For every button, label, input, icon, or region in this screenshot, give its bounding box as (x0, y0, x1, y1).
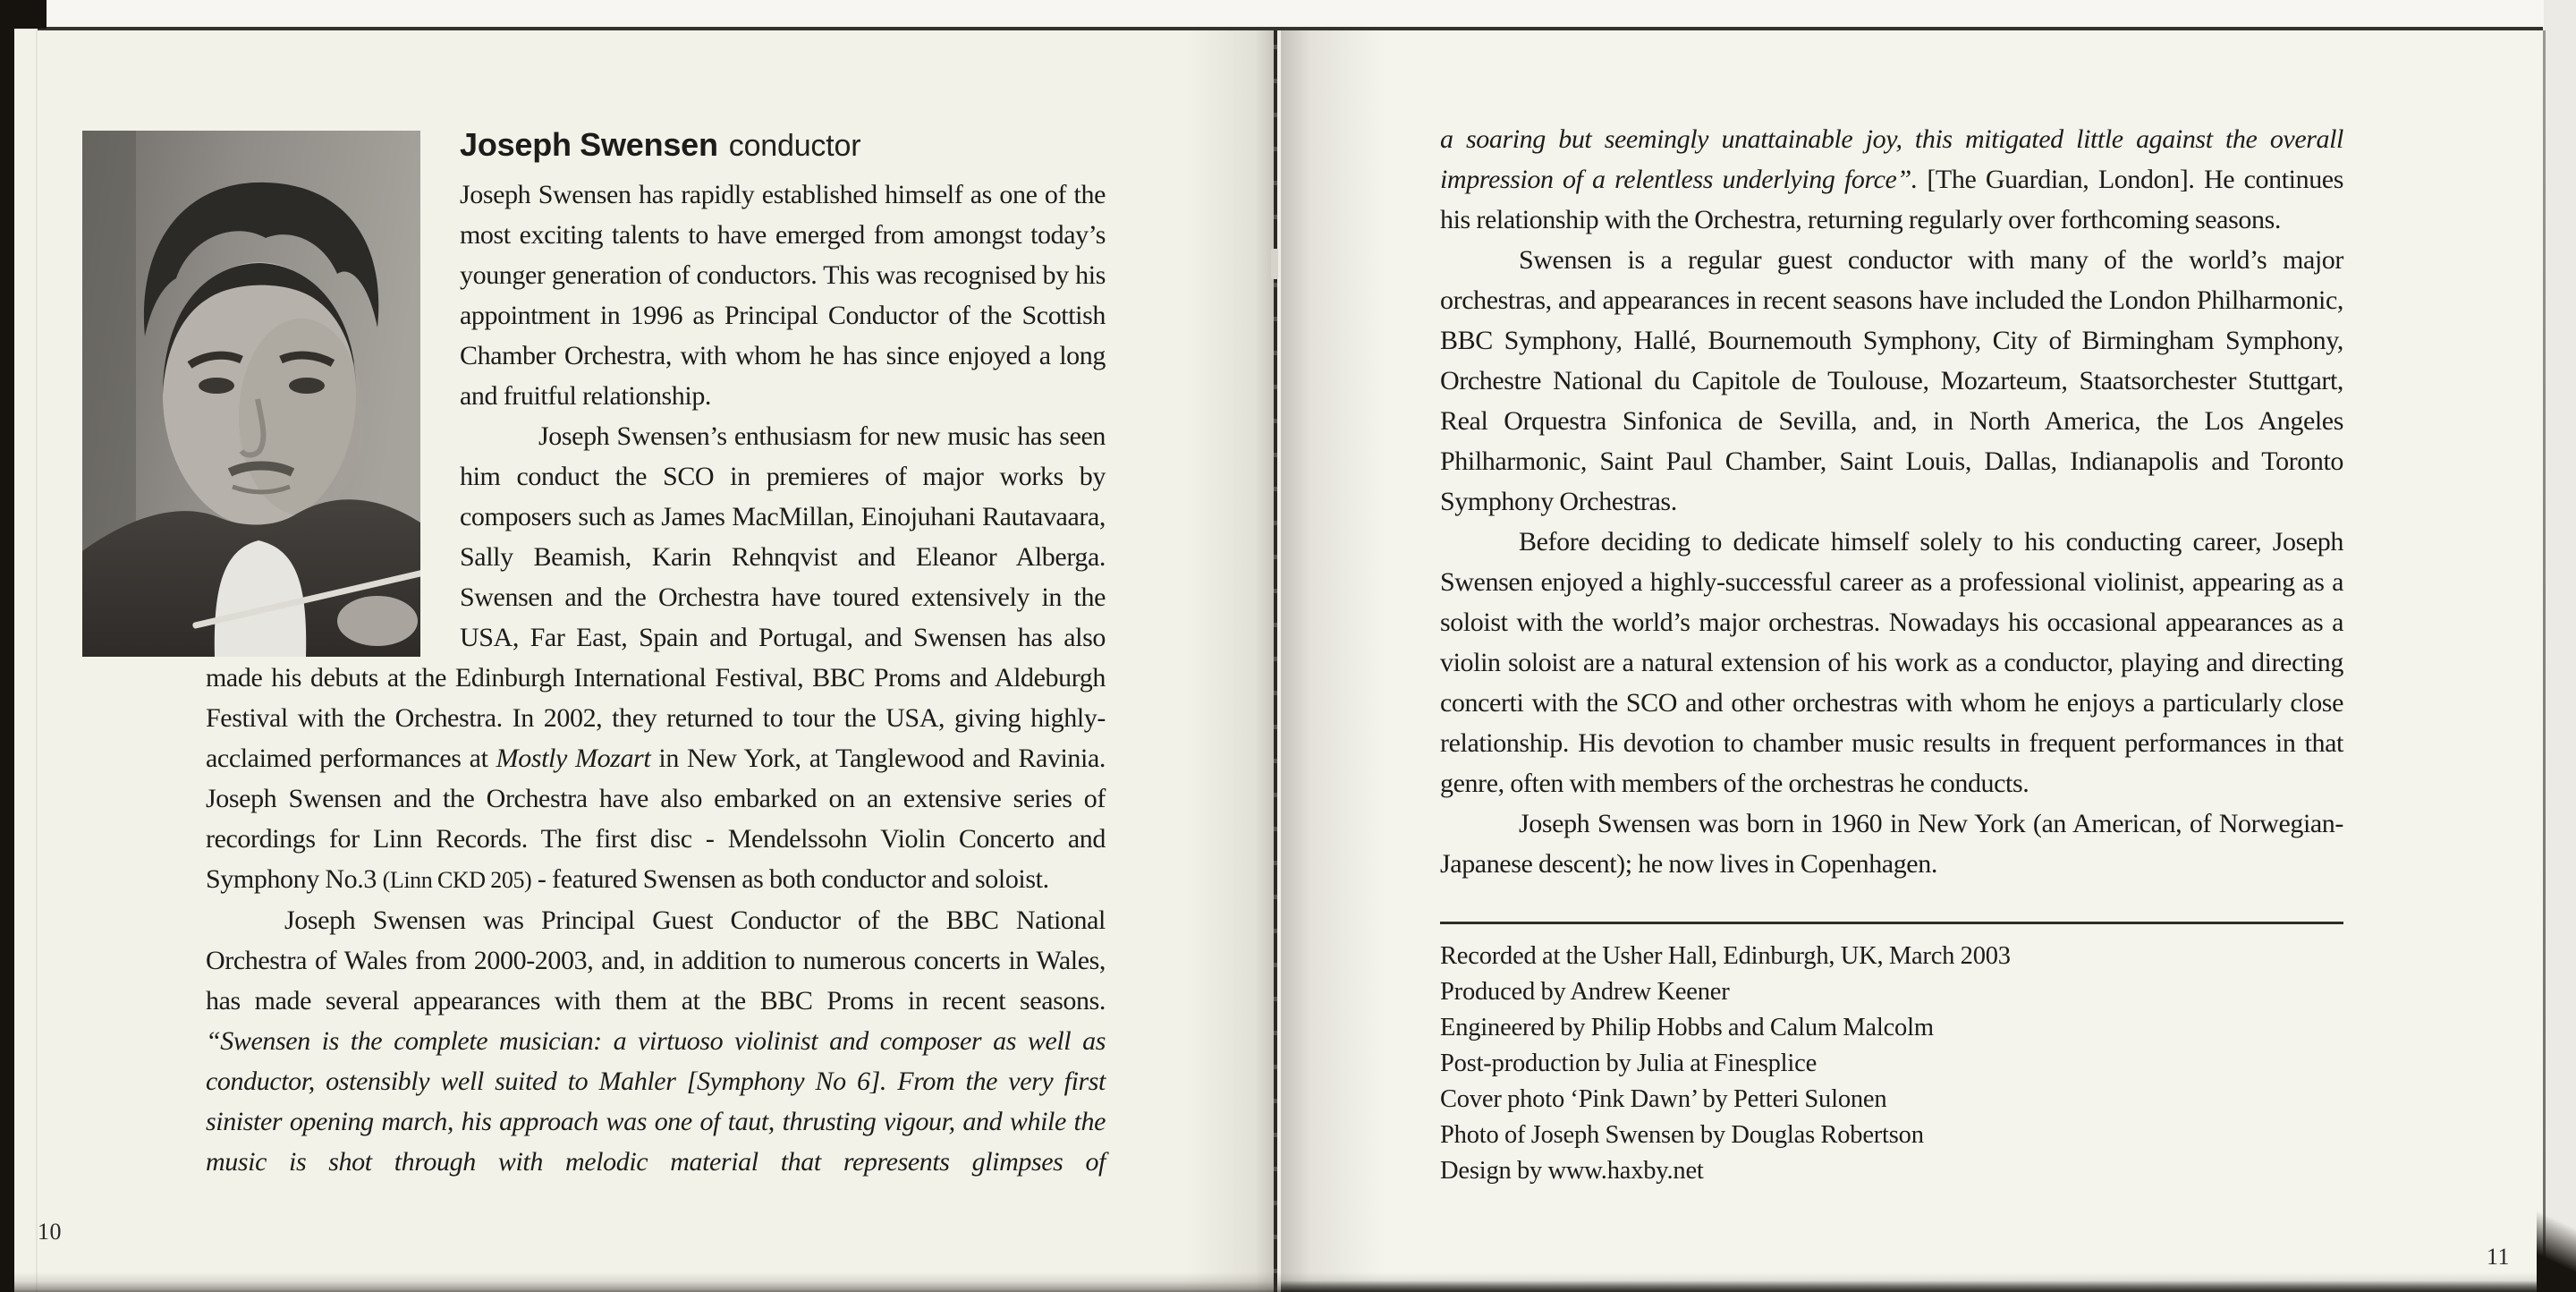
scan-left-black-corner (0, 0, 47, 29)
right-page-edge-shadow (2543, 30, 2546, 1285)
left-page-text-column (206, 123, 1106, 1182)
bio-paragraph-3 (206, 900, 1106, 1182)
artist-role: conductor (728, 129, 861, 163)
linn-catalogue-number: (Linn CKD 205) (382, 867, 532, 893)
bio-paragraph-2-text-cont: in New York, at Tanglewood and Ravinia. Joseph Swensen and the Orchestra have also embarked on an extensive series of recordings for Linn Records. The first disc - Mendelssohn Violin Concerto and Symphony No.3 (206, 744, 1106, 894)
credit-line: Engineered by Philip Hobbs and Calum Malcolm (1440, 1014, 1934, 1041)
credit-line: Cover photo ‘Pink Dawn’ by Petteri Sulonen (1440, 1085, 1887, 1113)
scanner-background-right (2544, 0, 2576, 1292)
mostly-mozart-italic: Mostly Mozart (496, 744, 651, 773)
credit-line: Produced by Andrew Keener (1440, 978, 1730, 1006)
page-number-right: 11 (2487, 1244, 2511, 1270)
bio-paragraph-2-text-end: - featured Swensen as both conductor and soloist. (531, 864, 1049, 894)
page-number-left: 10 (38, 1219, 62, 1245)
bio-paragraph-5: Before deciding to dedicate himself solely to his conducting career, Joseph Swensen enjoyed a highly-successful career as a professional violinist, appearing as a soloist with the world’s major orchestras. Nowadays his occasional appearances as a violin soloist are a natural extension of his work as a conductor, playing and directing concerti with the SCO and other orchestras with whom he enjoys a particularly close relationship. His devotion to chamber music results in frequent performances in that genre, often with members of the orchestras he conducts. (1440, 527, 2343, 798)
credit-line: Recorded at the Usher Hall, Edinburgh, UK, March 2003 (1440, 942, 2011, 970)
credit-line: Post-production by Julia at Finesplice (1440, 1050, 1818, 1077)
bio-paragraph-3-text: Joseph Swensen was Principal Guest Conductor of the BBC National Orchestra of Wales from 2000-2003, and, in addition to numerous concerts in Wales, has made several appearances with them at the BBC Proms in recent seasons. (206, 905, 1106, 1016)
scanner-background-top (0, 0, 2576, 28)
bio-paragraph-4: Swensen is a regular guest conductor with many of the world’s major orchestras, and appearances in recent seasons have included the London Philharmonic, BBC Symphony, Hallé, Bournemouth Symphony, City of Birmingham Symphony, Orchestre National du Capitole de Toulouse, Mozarteum, Staatsorchester Stuttgart, Real Orquestra Sinfonica de Sevilla, and, in North America, the Los Angeles Philharmonic, Saint Paul Chamber, Saint Louis, Dallas, Indianapolis and Toronto Symphony Orchestras. (1440, 245, 2343, 516)
left-page-edge-line (36, 30, 38, 1292)
right-page-text-column (1440, 119, 2343, 1189)
staple (1271, 249, 1278, 279)
gutter-shadow-right (1281, 30, 1384, 1292)
press-quote-start: “Swensen is the complete musician: a virtuoso violinist and composer as well as conductor, ostensibly well suited to Mahler [Symphony No 6]. From the very first sinister opening march, his approach was one of taut, thrusting vigour, and while the music is shot through with melodic material that represents glimpses of (206, 1026, 1106, 1177)
credit-line: Photo of Joseph Swensen by Douglas Robertson (1440, 1121, 1924, 1149)
gutter-shadow-left (1185, 30, 1275, 1292)
bio-paragraph-1: Joseph Swensen has rapidly established himself as one of the most exciting talents to have emerged from amongst today’s younger generation of conductors. This was recognised by his appointment in 1996 as Principal Conductor of the Scottish Chamber Orchestra, with whom he has since enjoyed a long and fruitful relationship. (460, 180, 1106, 411)
scan-left-black-edge (0, 0, 14, 1292)
credits-block (1440, 939, 2343, 1189)
credits-divider (1440, 922, 2343, 924)
scan-bottom-right-black-corner (2537, 1185, 2576, 1292)
photo-text-wrap-spacer (206, 123, 460, 657)
artist-name: Joseph Swensen (460, 126, 718, 163)
credit-line: Design by www.haxby.net (1440, 1157, 1704, 1185)
bottom-page-shadow-right (1281, 1280, 2576, 1292)
bio-paragraph-2-text: Joseph Swensen’s enthusiasm for new music has seen him conduct the SCO in premieres of major works by composers such as James MacMillan, Einojuhani Rautavaara, Sally Beamish, Karin Rehnqvist and Eleanor Alberga. Swensen and the Orchestra have toured extensively in the USA, Far East, Spain and Portugal, and Swensen has also made his debuts at the Edinburgh International Festival, BBC Proms and Aldeburgh Festival with the Orchestra. In 2002, they returned to tour the USA, giving highly-acclaimed performances at (206, 421, 1106, 773)
quote-attribution: [The Guardian, London]. He continues his relationship with the Orchestra, returning regularly over forthcoming seasons. (1440, 165, 2343, 234)
press-quote-end: a soaring but seemingly unattainable joy, this mitigated little against the overall impression of a relentless underlying force”. (1440, 124, 2343, 194)
press-quote-continuation (1440, 119, 2343, 240)
bio-paragraph-6: Joseph Swensen was born in 1960 in New York (an American, of Norwegian-Japanese descent); he now lives in Copenhagen. (1440, 809, 2343, 879)
booklet-spine-stitch (1274, 30, 1277, 1292)
